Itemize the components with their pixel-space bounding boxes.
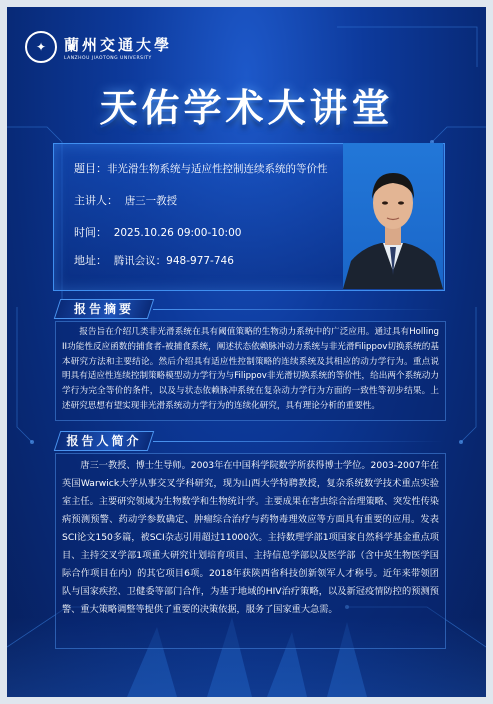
time-label: 时间： <box>74 226 107 239</box>
speaker-value: 唐三一教授 <box>124 195 178 207</box>
topic-label: 题目： <box>74 162 107 175</box>
abstract-heading: 报告摘要 <box>54 299 154 319</box>
bio-text: 唐三一教授、博士生导师。2003年在中国科学院数学所获得博士学位。2003-2007年在英国Warwick大学从事交叉学科研究，现为山西大学特聘教授，复杂系统数学技术重点实验室主任。主要研究领域为生物数学和生物统计学。主要成果在害虫综合治理策略、突发性传染病预测预警、药动学参数确定、肿瘤综合治疗与药物毒理效应等方面具有重要的应用。发表SCI论文150多篇，被SCI杂志引用超过11000次。主持数理学部1项国家自然科学基金重点项目、主持交叉学部1项重大研究计划培育项目、主持信息学部以及医学部（含中英生物医学国际合作项目在内）的其它项目6项。2018年获陕西省科技创新领军人才称号。近年来带领团队与国家疾控、卫健委等部门合作，为基于地域的HIV治疗策略，以及新冠疫情防控的预测预警、重大策略调整等提供了重要的决策依据，服务了国家重大急需。 <box>55 453 446 649</box>
speaker-row <box>74 192 177 208</box>
abstract-heading-line <box>153 309 445 310</box>
place-label: 地址： <box>74 254 107 267</box>
footer-glow <box>7 617 486 697</box>
place-value: 腾讯会议：948-977-746 <box>113 255 234 267</box>
bio-heading: 报告人简介 <box>54 431 154 451</box>
topic-row <box>74 160 328 176</box>
bio-heading-line <box>153 441 445 442</box>
speaker-portrait-icon <box>343 143 443 289</box>
university-seal-icon: ✦ <box>25 31 57 63</box>
abstract-text: 报告旨在介绍几类非光滑系统在具有阈值策略的生物动力系统中的广泛应用。通过具有Holling II功能性反应函数的捕食者-被捕食系统，阐述状态依赖脉冲动力系统与非光滑Filippov切换系统的基本研究方法和主要结论。然后介绍具有适应性控制策略的连续系统及其相应的动力学行为。重点说明具有适应性连续控制策略模型动力学行为与Filippov非光滑切换系统的等价性，给出两个系统动力学行为完全等价的条件，以及与状态依赖脉冲系统在复杂动力学行为方面的一致性等初步结果。上述研究思想有望实现非光滑系统动力学行为的连续化研究，具有理论分析的重要性。 <box>55 321 446 421</box>
topic-value: 非光滑生物系统与适应性控制连续系统的等价性 <box>107 163 328 175</box>
time-value: 2025.10.26 09:00-10:00 <box>113 227 242 239</box>
lecture-series-title: 天佑学术大讲堂 <box>99 86 394 130</box>
time-row <box>74 224 241 240</box>
university-logo <box>25 31 172 63</box>
speaker-photo <box>343 143 443 289</box>
logo-chinese-name: 蘭州交通大學 <box>64 35 173 54</box>
poster <box>7 7 486 697</box>
speaker-label: 主讲人： <box>74 194 118 207</box>
logo-english-name: LANZHOU JIAOTONG UNIVERSITY <box>64 55 152 61</box>
place-row <box>74 252 234 268</box>
